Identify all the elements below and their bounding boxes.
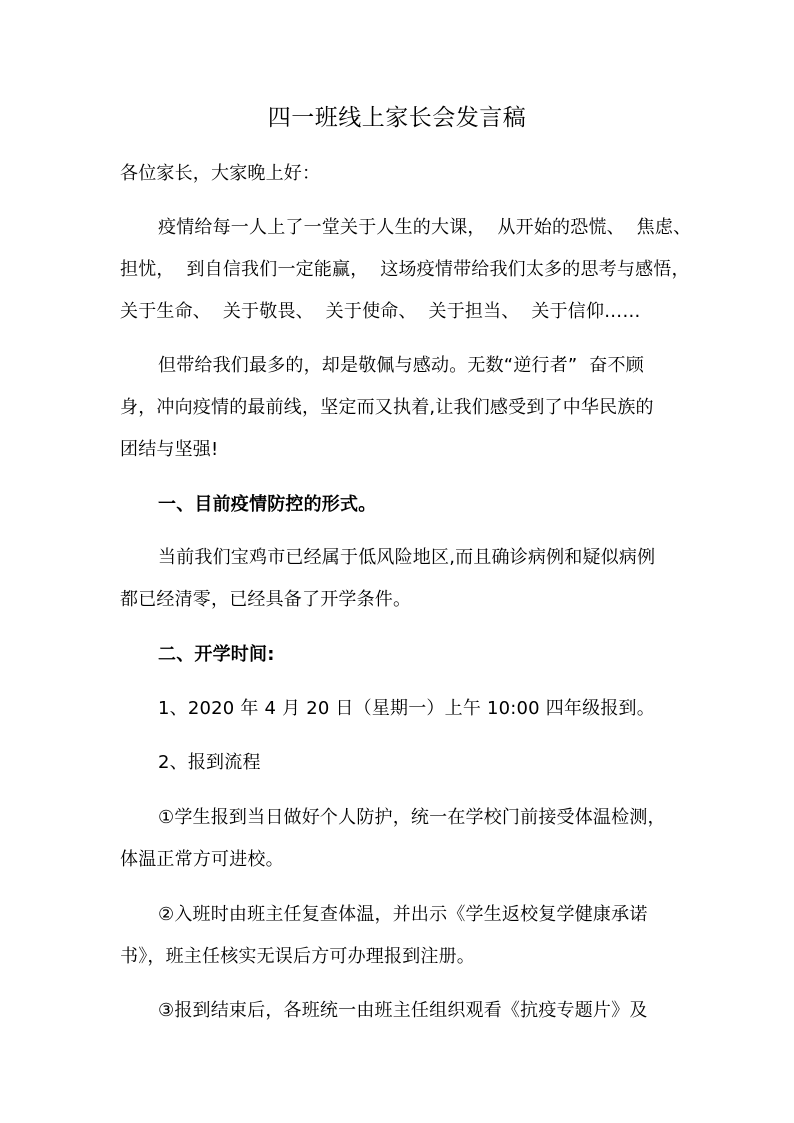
section-heading-1: 一、目前疫情防控的形式。: [158, 494, 377, 515]
list-item-2: 2、报到流程: [158, 752, 261, 773]
paragraph-2-line-3: 团结与坚强!: [120, 439, 219, 460]
paragraph-2-line-1: 但带给我们最多的，却是敬佩与感动。无数“逆行者” 奋不顾: [158, 355, 644, 376]
step-2-line-2: 书》，班主任核实无误后方可办理报到注册。: [120, 946, 475, 967]
paragraph-1-line-1: 疫情给每一人上了一堂关于人生的大课， 从开始的恐慌、 焦虑、: [158, 217, 692, 238]
step-1-line-2: 体温正常方可进校。: [120, 849, 284, 870]
step-2-line-1: ②入班时由班主任复查体温，并出示《学生返校复学健康承诺: [158, 904, 648, 925]
paragraph-3-line-2: 都已经清零，已经具备了开学条件。: [120, 589, 412, 610]
step-1-line-1: ①学生报到当日做好个人防护，统一在学校门前接受体温检测，: [158, 807, 666, 828]
section-heading-2: 二、开学时间:: [158, 644, 275, 665]
greeting-line: 各位家长，大家晚上好：: [120, 163, 321, 184]
paragraph-2-line-2: 身，冲向疫情的最前线，坚定而又执着,让我们感受到了中华民族的: [120, 397, 654, 418]
paragraph-3-line-1: 当前我们宝鸡市已经属于低风险地区,而且确诊病例和疑似病例: [158, 547, 656, 568]
step-3-line-1: ③报到结束后，各班统一由班主任组织观看《抗疫专题片》及: [158, 1000, 648, 1021]
document-title: 四一班线上家长会发言稿: [267, 105, 527, 131]
paragraph-1-line-3: 关于生命、 关于敬畏、 关于使命、 关于担当、 关于信仰……: [120, 301, 641, 322]
paragraph-1-line-2: 担忧， 到自信我们一定能赢， 这场疫情带给我们太多的思考与感悟，: [120, 259, 690, 280]
list-item-1: 1、2020 年 4 月 20 日（星期一）上午 10:00 四年级报到。: [158, 698, 655, 719]
